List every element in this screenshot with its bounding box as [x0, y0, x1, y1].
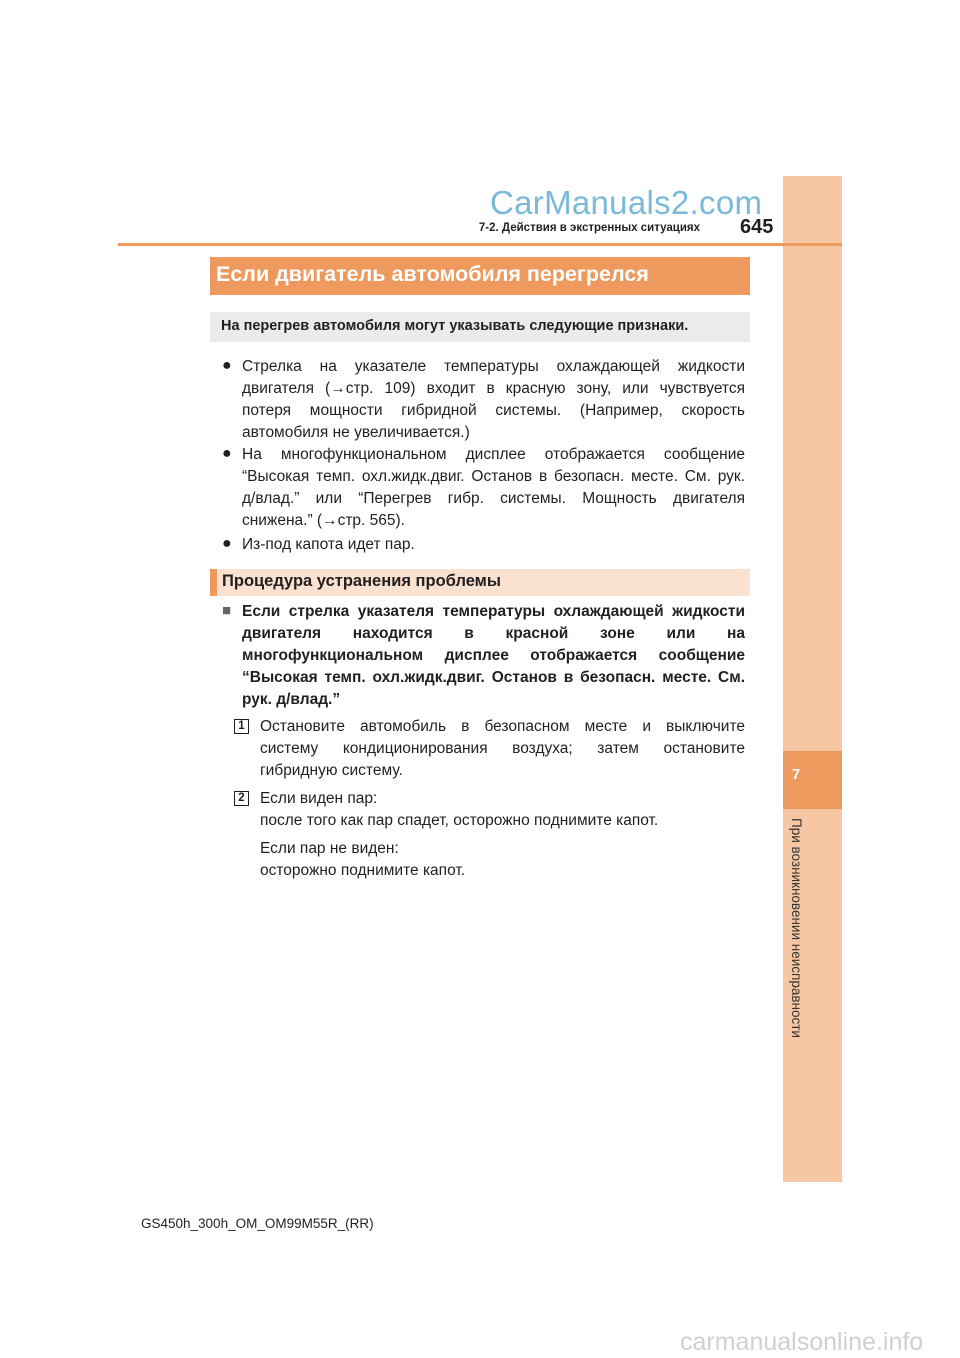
- subheading-line: “Высокая темп. охл.жидк.двиг. Останов в безопасн. месте. См.: [242, 669, 745, 686]
- step-2-extra-text: [260, 838, 745, 882]
- subheading-line: многофункциональном дисплее отображается сообщение: [242, 647, 745, 664]
- step-2-line: после того как пар спадет, осторожно поднимите капот.: [260, 812, 659, 829]
- symptom-1-line: Стрелка на указателе температуры охлаждающей жидкости: [242, 358, 745, 375]
- step-2-line: Если виден пар:: [260, 790, 378, 807]
- bullet-3: ●: [222, 535, 232, 552]
- procedure-heading: Процедура устранения проблемы: [222, 572, 501, 590]
- symptom-item-1: [242, 356, 745, 444]
- site-watermark: carmanualsonline.info: [680, 1328, 924, 1356]
- symptom-item-3: [242, 534, 745, 556]
- square-bullet-icon: ■: [222, 602, 232, 619]
- step-1-line: Остановите автомобиль в безопасном месте и выключите: [260, 718, 745, 735]
- step-2-extra-line: Если пар не виден:: [260, 840, 399, 857]
- symptom-2-line: “Высокая темп. охл.жидк.двиг. Останов в безопасн. месте. См. рук.: [242, 468, 745, 485]
- page-number: 645: [740, 216, 774, 238]
- step-2-text: [260, 788, 745, 832]
- step-number-box-1: 1: [234, 719, 249, 734]
- symptom-1-line: потеря мощности гибридной системы. (Например, скорость: [242, 402, 745, 419]
- step-2-extra-line: осторожно поднимите капот.: [260, 862, 466, 879]
- intro-text: На перегрев автомобиля могут указывать следующие признаки.: [221, 318, 689, 334]
- procedure-subheading: [242, 601, 745, 711]
- symptom-1-line: автомобиля не увеличивается.): [242, 424, 470, 441]
- bullet-2: ●: [222, 445, 232, 462]
- subheading-line: двигателя находится в красной зоне или на: [242, 625, 745, 642]
- watermark-logo: CarManuals2.com: [490, 184, 763, 221]
- step-1-text: [260, 716, 745, 782]
- symptom-item-2: [242, 444, 745, 532]
- symptom-2-line: снижена.” (→стр. 565).: [242, 512, 405, 529]
- section-path: 7-2. Действия в экстренных ситуациях: [478, 222, 700, 234]
- subheading-line: рук. д/влад.”: [242, 691, 341, 708]
- step-number-box-2: 2: [234, 791, 249, 806]
- header-rule: [118, 243, 842, 246]
- symptom-1-line: двигателя (→стр. 109) входит в красную зону, или чувствуется: [242, 380, 745, 397]
- procedure-heading-accent: [210, 569, 217, 596]
- symptom-2-line: На многофункциональном дисплее отображается сообщение: [242, 446, 745, 463]
- symptom-2-line: д/влад.” или “Перегрев гибр. системы. Мощность двигателя: [242, 490, 745, 507]
- step-1-line: гибридную систему.: [260, 762, 403, 779]
- chapter-number: 7: [791, 766, 801, 783]
- symptom-3-line: Из-под капота идет пар.: [242, 536, 415, 553]
- chapter-title-vertical: При возникновении неисправности: [789, 818, 804, 1038]
- subheading-line: Если стрелка указателя температуры охлаждающей жидкости: [242, 603, 745, 620]
- page-title: Если двигатель автомобиля перегрелся: [216, 262, 649, 286]
- step-1-line: систему кондиционирования воздуха; затем остановите: [260, 740, 745, 757]
- document-code-footer: GS450h_300h_OM_OM99M55R_(RR): [141, 1216, 374, 1231]
- bullet-1: ●: [222, 357, 232, 374]
